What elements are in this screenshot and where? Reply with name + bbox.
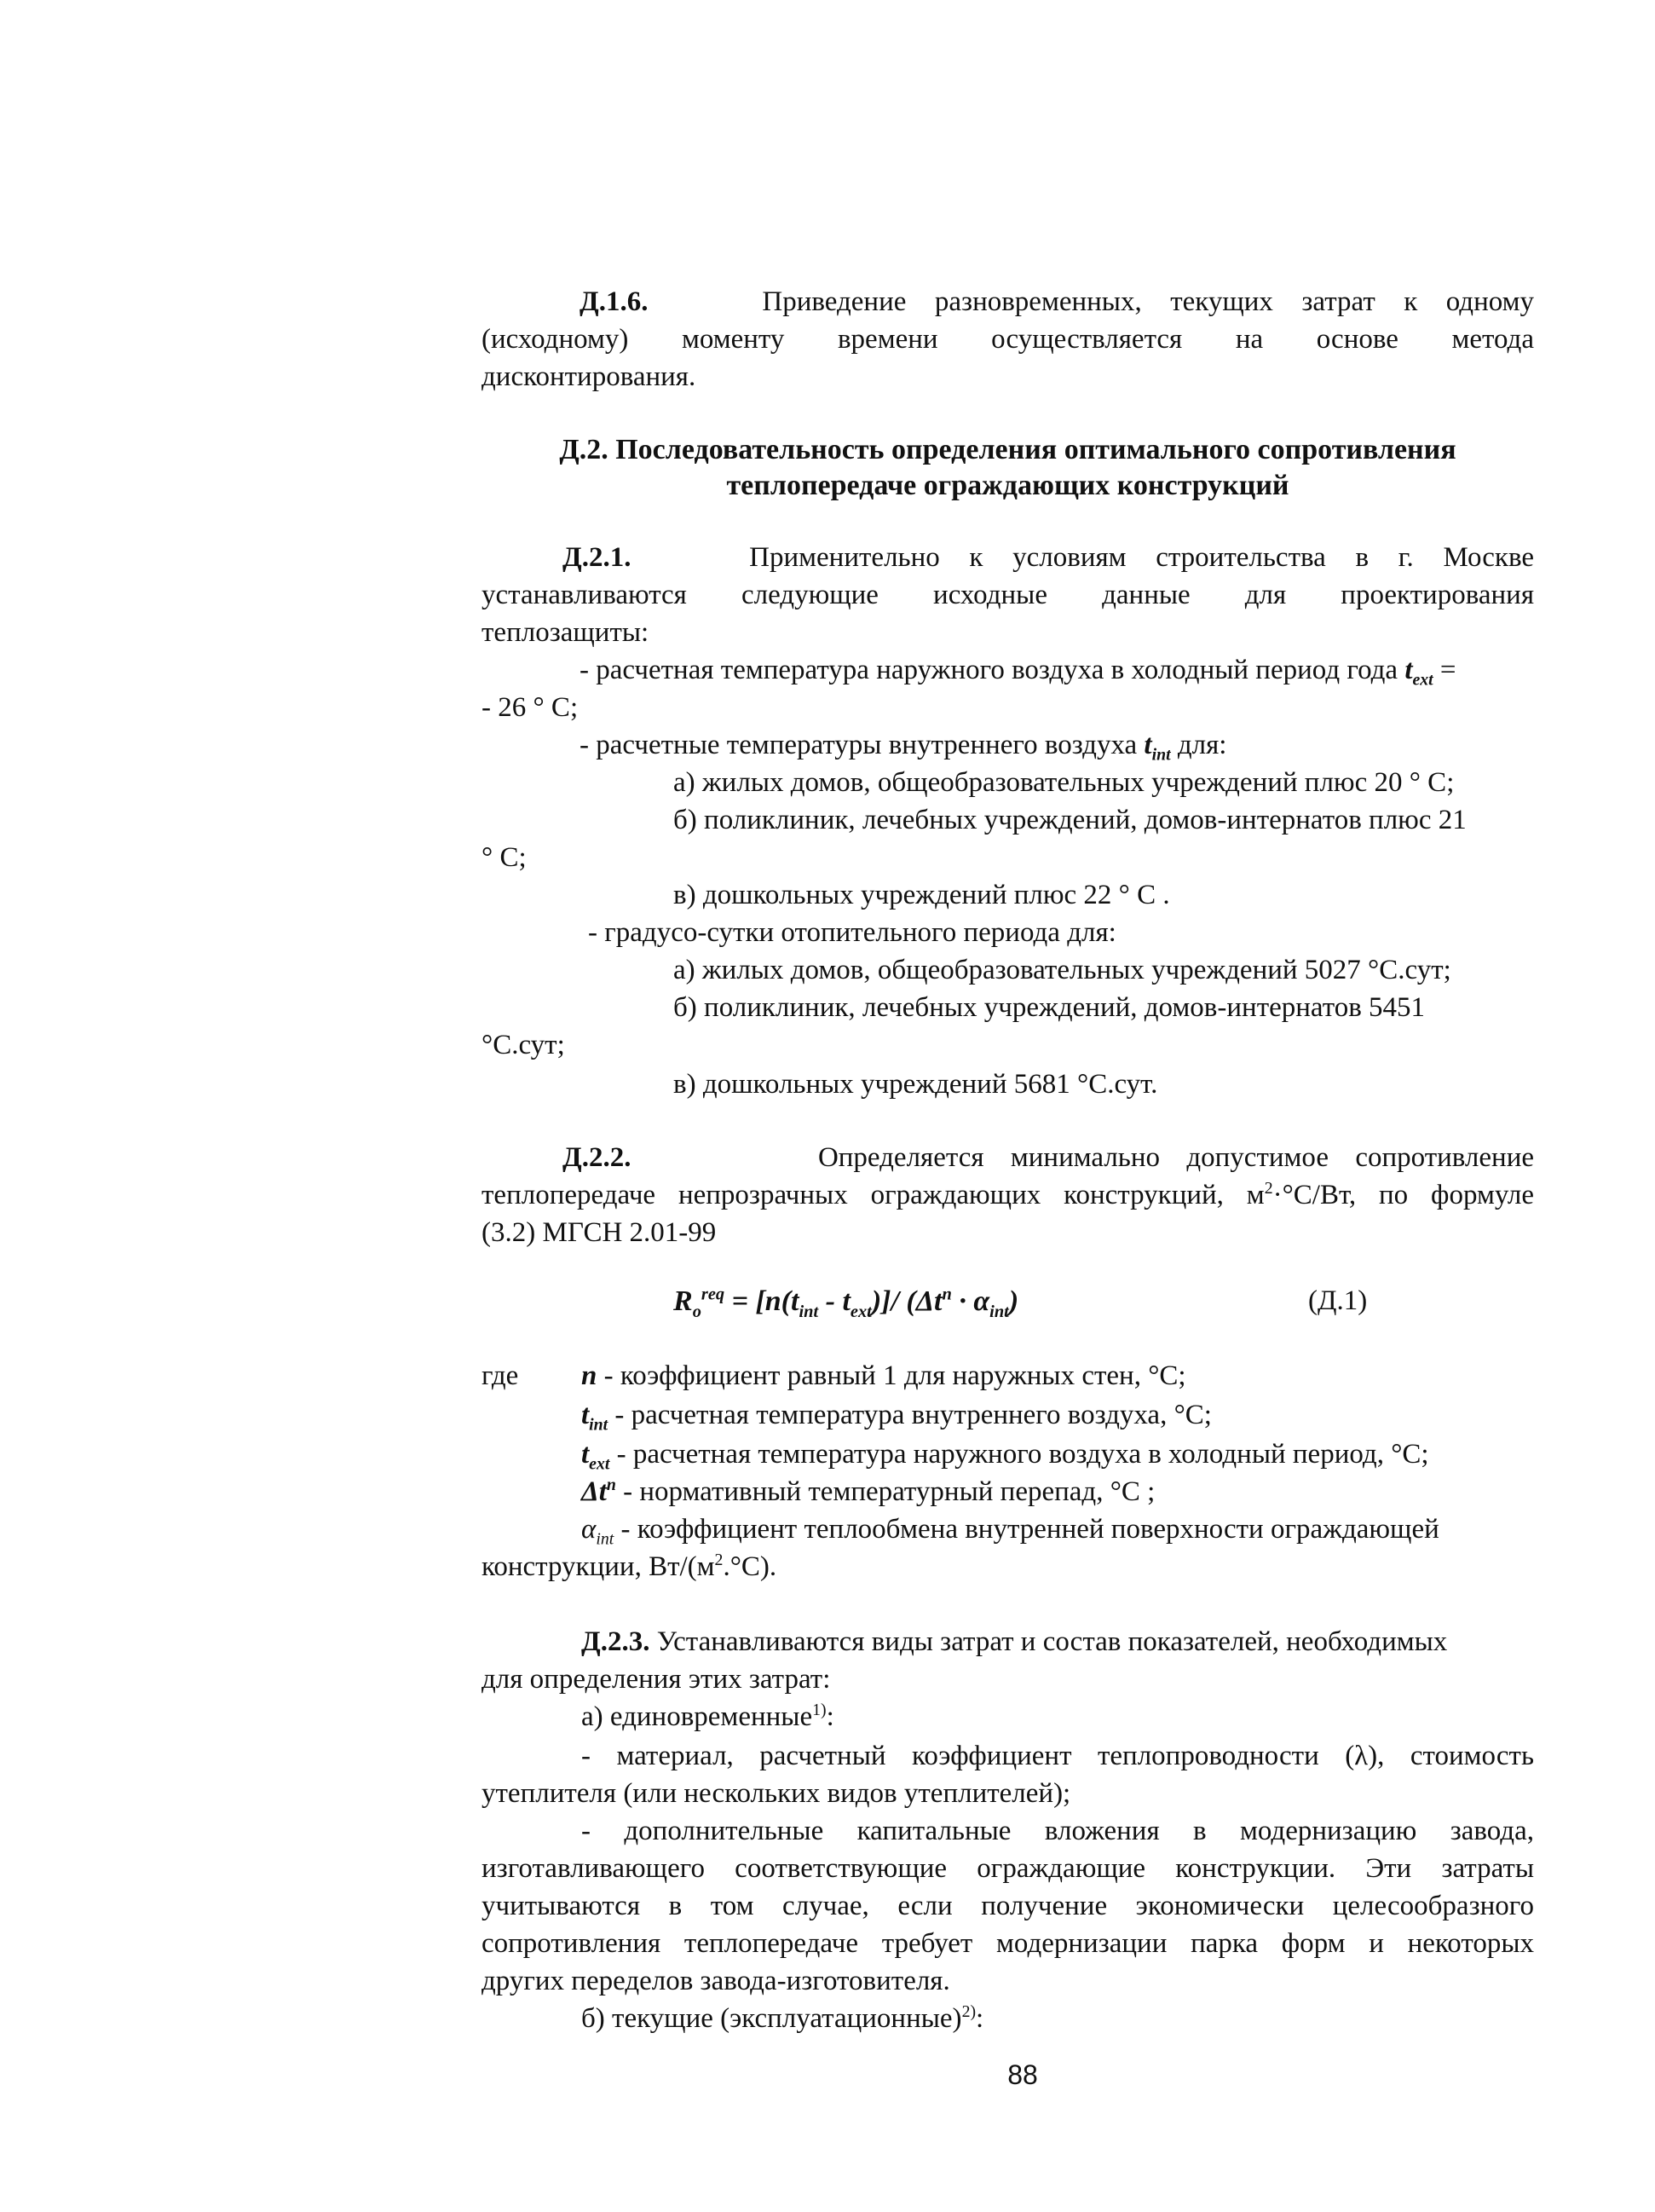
d23-line-5: утеплителя (или нескольких видов утеплителей);: [482, 1778, 1071, 1809]
d22-line-1: [562, 1141, 1534, 1175]
d21-line-2: устанавливаются следующие исходные данные для проектирования: [482, 580, 1534, 610]
d23-line-2: для определения этих затрат:: [482, 1664, 831, 1695]
d23-line-10: других переделов завода-изготовителя.: [482, 1966, 950, 1996]
d21-line-3: теплозащиты:: [482, 617, 649, 648]
formula-number: (Д.1): [1308, 1285, 1368, 1316]
t-ext-symbol: $t_{ext}$: [1404, 655, 1433, 690]
d23-line-1: [581, 1625, 1447, 1659]
d23-line-8: учитываются в том случае, если получение экономически целесообразного: [482, 1891, 1534, 1921]
d21-line-8: б) поликлиник, лечебных учреждений, домов-интернатов плюс 21: [673, 805, 1467, 835]
d21-line-12: а) жилых домов, общеобразовательных учреждений 5027 °С.сут;: [673, 955, 1451, 985]
where-alpha-cont: конструкции, $Вт/(м^2.^\circ С)$.: [482, 1551, 777, 1582]
d22-num: Д.2.2.: [562, 1142, 631, 1173]
t-int-symbol: $t_{int}$: [1144, 730, 1171, 765]
d2-heading-line-2: теплопередаче ограждающих конструкций: [726, 470, 1289, 501]
d23-line-6: - дополнительные капитальные вложения в модернизацию завода,: [581, 1816, 1534, 1846]
d2-heading-line-1: Д.2. Последовательность определения оптимального сопротивления: [559, 434, 1456, 465]
where-tint: $t_{int}$ - расчетная температура внутреннего воздуха, °С;: [581, 1400, 1212, 1435]
d21-line-15: в) дошкольных учреждений 5681 °С.сут.: [673, 1069, 1158, 1100]
d23-line-3: а) единовременные$^{1)}$:: [581, 1701, 834, 1732]
d21-line-1: [562, 540, 1534, 575]
d22-text-1: Определяется минимально допустимое сопротивление: [817, 1142, 1535, 1173]
formula-d1: $R_o^{req} = [n(t_{int} - t_{ext})]/$ $(\Delta t^n \cdot \alpha_{int})$: [673, 1285, 1019, 1321]
d21-line-7: а) жилых домов, общеобразовательных учреждений плюс 20 ° С;: [673, 767, 1455, 798]
alpha-symbol: $\alpha_{int}$: [581, 1514, 614, 1549]
page-number: 88: [1007, 2059, 1038, 2090]
d23-line-9: сопротивления теплопередаче требует модернизации парка форм и некоторых: [482, 1928, 1534, 1959]
where-dtn: $\Delta t^n$ - нормативный температурный перепад, °С ;: [581, 1476, 1156, 1507]
d23-line-11: б) текущие (эксплуатационные)$^{2)}$:: [581, 2002, 984, 2034]
d23-num: Д.2.3.: [581, 1626, 650, 1657]
d21-line-9: ° С;: [482, 842, 527, 873]
d16-line-1: [580, 285, 1534, 319]
d23-text-1: Устанавливаются виды затрат и состав показателей, необходимых: [649, 1626, 1448, 1657]
d23-line-7: изготавливающего соответствующие ограждающие конструкции. Эти затраты: [482, 1853, 1534, 1884]
d16-text-1: Приведение разновременных, текущих затрат к одному: [762, 286, 1535, 317]
d21-line-10: в) дошкольных учреждений плюс 22 ° С .: [673, 880, 1170, 910]
d16-num: Д.1.6.: [580, 286, 649, 317]
where-text: $t_{ext}$ - расчетная температура наружного воздуха в холодный период, °С;: [581, 1439, 1429, 1474]
where-n: n - коэффициент равный 1 для наружных стен, °С;: [581, 1360, 1186, 1391]
d21-text-1: Применительно к условиям строительства в г. Москве: [749, 542, 1534, 573]
d21-line-13: б) поликлиник, лечебных учреждений, домов-интернатов 5451: [673, 992, 1426, 1023]
d21-line-14: °С.сут;: [482, 1030, 565, 1060]
d21-line-6: - расчетные температуры внутреннего воздуха $t_{int}$ для:: [580, 730, 1227, 765]
dtn-symbol: $\Delta t^n$: [581, 1476, 616, 1507]
d22-line-3: (3.2) МГСН 2.01-99: [482, 1217, 717, 1248]
where-alpha: $\alpha_{int}$ - коэффициент теплообмена внутренней поверхности ограждающей: [581, 1514, 1439, 1549]
where-label: где: [482, 1360, 519, 1391]
d22-line-2: теплопередаче непрозрачных ограждающих конструкций, $м^2\cdot^\circ С/Вт$, по формуле: [482, 1179, 1534, 1210]
n-symbol: n: [581, 1360, 597, 1391]
d23-line-4: - материал, расчетный коэффициент теплопроводности (λ), стоимость: [581, 1741, 1534, 1771]
d16-line-3: дисконтирования.: [482, 361, 696, 392]
d21-line-5: - 26 ° С;: [482, 692, 579, 723]
d16-line-2: (исходному) моменту времени осуществляется на основе метода: [482, 324, 1534, 355]
d21-line-11: - градусо-сутки отопительного периода для:: [588, 917, 1116, 948]
d21-line-4: - расчетная температура наружного воздуха в холодный период года $t_{ext}$ =: [580, 655, 1456, 690]
tint-symbol: $t_{int}$: [581, 1400, 608, 1435]
d21-num: Д.2.1.: [562, 542, 631, 573]
text-symbol: $t_{ext}$: [581, 1439, 610, 1474]
d21-text-6: - расчетные температуры внутреннего воздуха: [580, 730, 1145, 760]
d21-text-4: - расчетная температура наружного воздуха в холодный период года: [580, 655, 1398, 685]
